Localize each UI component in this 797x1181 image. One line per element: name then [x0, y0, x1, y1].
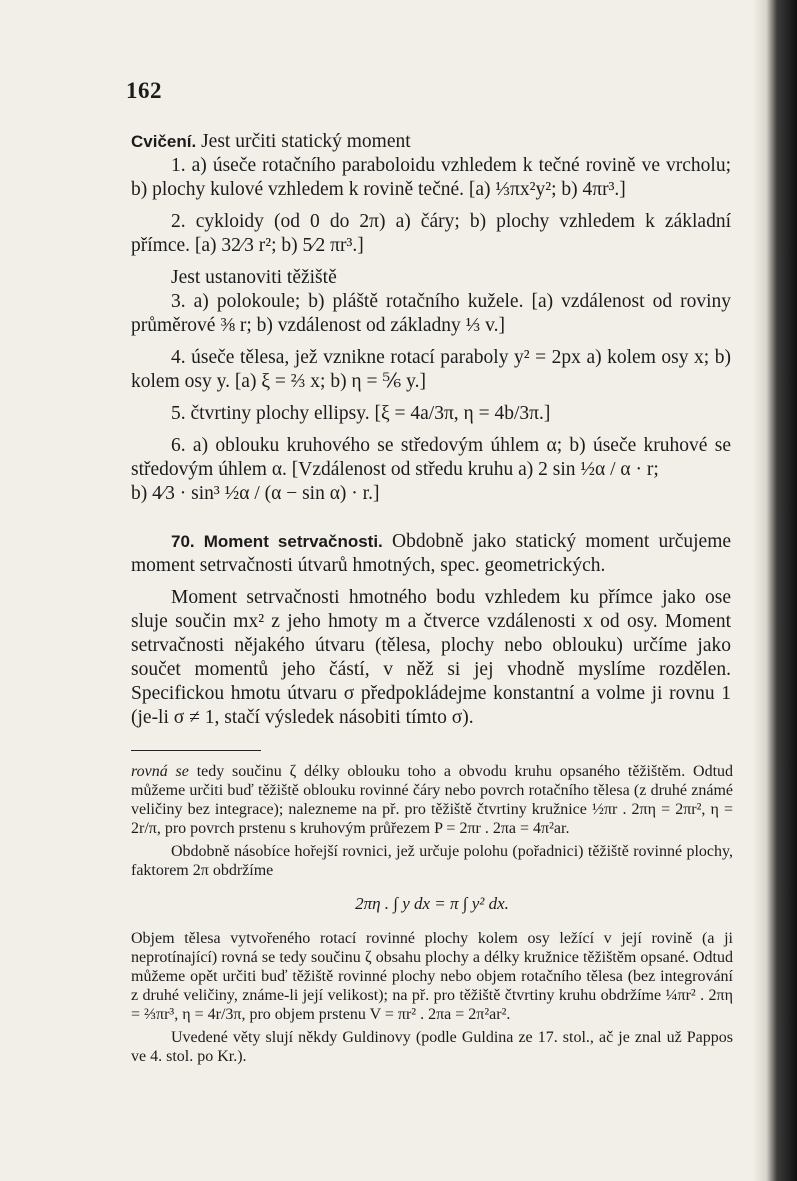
section-70-paragraph-2: Moment setrvačnosti hmotného bodu vzhledem ku přímce jako ose sluje součin mx² z jeho hmoty m a čtverce vzdálenosti x od osy. Moment setrvačnosti nějakého útvaru (tělesa, plochy nebo oblouku) určíme jako součet momentů jeho částí, v něž si jej vhodně myslíme rozdělen. Specifickou hmotu útvaru σ předpokládejme konstantní a volme ji rovnu 1 (je-li σ ≠ 1, stačí výsledek násobiti tímto σ).	[131, 587, 731, 728]
footnote-para-3: Objem tělesa vytvořeného rotací rovinné plochy kolem osy ležící v její rovině (a ji neprotínající) rovná se tedy součinu ζ obsahu plochy a délky kružnice těžištěm opsané. Odtud můžeme opět určiti buď těžiště rovinné plochy nebo objem rotačního tělesa (bez integrování z druhé veličiny, známe-li její velikost); na př. pro těžiště čtvrtiny kruhu obdržíme ¼πr² . 2πη = ⅔πr³, η = 4r/3π, pro objem prstenu V = πr² . 2πa = 2π²ar².	[131, 930, 733, 1023]
footnote-para-1-text: tedy součinu ζ délky oblouku toho a obvodu kruhu opsaného těžištěm. Odtud můžeme určiti buď těžiště oblouku rovinné čáry nebo povrch rotačního tělesa (z druhé známé veličiny bez integrace); nalezneme na př. pro těžiště čtvrtiny kružnice ½πr . 2πη = 2πr², η = 2r/π, pro povrch prstenu s kruhovým průřezem P = 2πr . 2πa = 4π²ar.	[131, 763, 734, 837]
integral-formula: 2πη . ∫ y dx = π ∫ y² dx.	[355, 894, 509, 913]
centroid-intro: Jest ustanoviti těžiště	[171, 267, 337, 288]
exercise-3: 3. a) polokoule; b) pláště rotačního kužele. [a) vzdálenost od roviny průměrové ⅜ r; b) vzdálenost od základny ⅓ v.]	[131, 291, 731, 336]
exercise-5: 5. čtvrtiny plochy ellipsy. [ξ = 4a/3π, η = 4b/3π.]	[171, 403, 551, 424]
exercise-2: 2. cykloidy (od 0 do 2π) a) čáry; b) plochy vzhledem k základní přímce. [a) 32⁄3 r²; b) 5⁄2 πr³.]	[131, 211, 731, 256]
section-70-heading: 70. Moment setrvačnosti.	[171, 532, 383, 551]
footnote-separator	[131, 750, 261, 751]
footnote-para-1	[131, 762, 733, 838]
footnote-italic-start: rovná se	[131, 763, 189, 780]
exercises-heading: Cvičení.	[131, 132, 197, 151]
page-number: 162	[126, 78, 162, 103]
exercises-heading-rest: Jest určiti statický moment	[201, 131, 411, 152]
exercises-heading-line	[131, 130, 731, 154]
main-text	[131, 130, 731, 738]
exercise-6-b: b) 4⁄3 · sin³ ½α / (α − sin α) · r.]	[131, 483, 380, 504]
page-edge-shadow	[753, 0, 797, 1181]
footnote-para-4: Uvedené věty slují někdy Guldinovy (podle Guldina ze 17. stol., ač je znal už Pappos ve 4. stol. po Kr.).	[131, 1029, 733, 1065]
footnote-para-2: Obdobně násobíce hořejší rovnici, jež určuje polohu (pořadnici) těžiště rovinné plochy, faktorem 2π obdržíme	[131, 843, 733, 879]
exercise-6: 6. a) oblouku kruhového se středovým úhlem α; b) úseče kruhové se středovým úhlem α. [Vzdálenost od středu kruhu a) 2 sin ½α / α · r;	[131, 435, 731, 480]
footnote-block	[131, 762, 733, 1070]
exercise-4: 4. úseče tělesa, jež vznikne rotací paraboly y² = 2px a) kolem osy x; b) kolem osy y. [a) ξ = ⅔ x; b) η = ⅚ y.]	[131, 347, 731, 392]
section-70-p1-text: Obdobně jako statický moment určujeme moment setrvačnosti útvarů hmotných, spec. geometrických.	[131, 531, 732, 576]
exercise-1: 1. a) úseče rotačního paraboloidu vzhledem k tečné rovině ve vrcholu; b) plochy kulové vzhledem k rovině tečné. [a) ⅓πx²y²; b) 4πr³.]	[131, 155, 731, 200]
section-70-paragraph-1	[131, 530, 731, 578]
